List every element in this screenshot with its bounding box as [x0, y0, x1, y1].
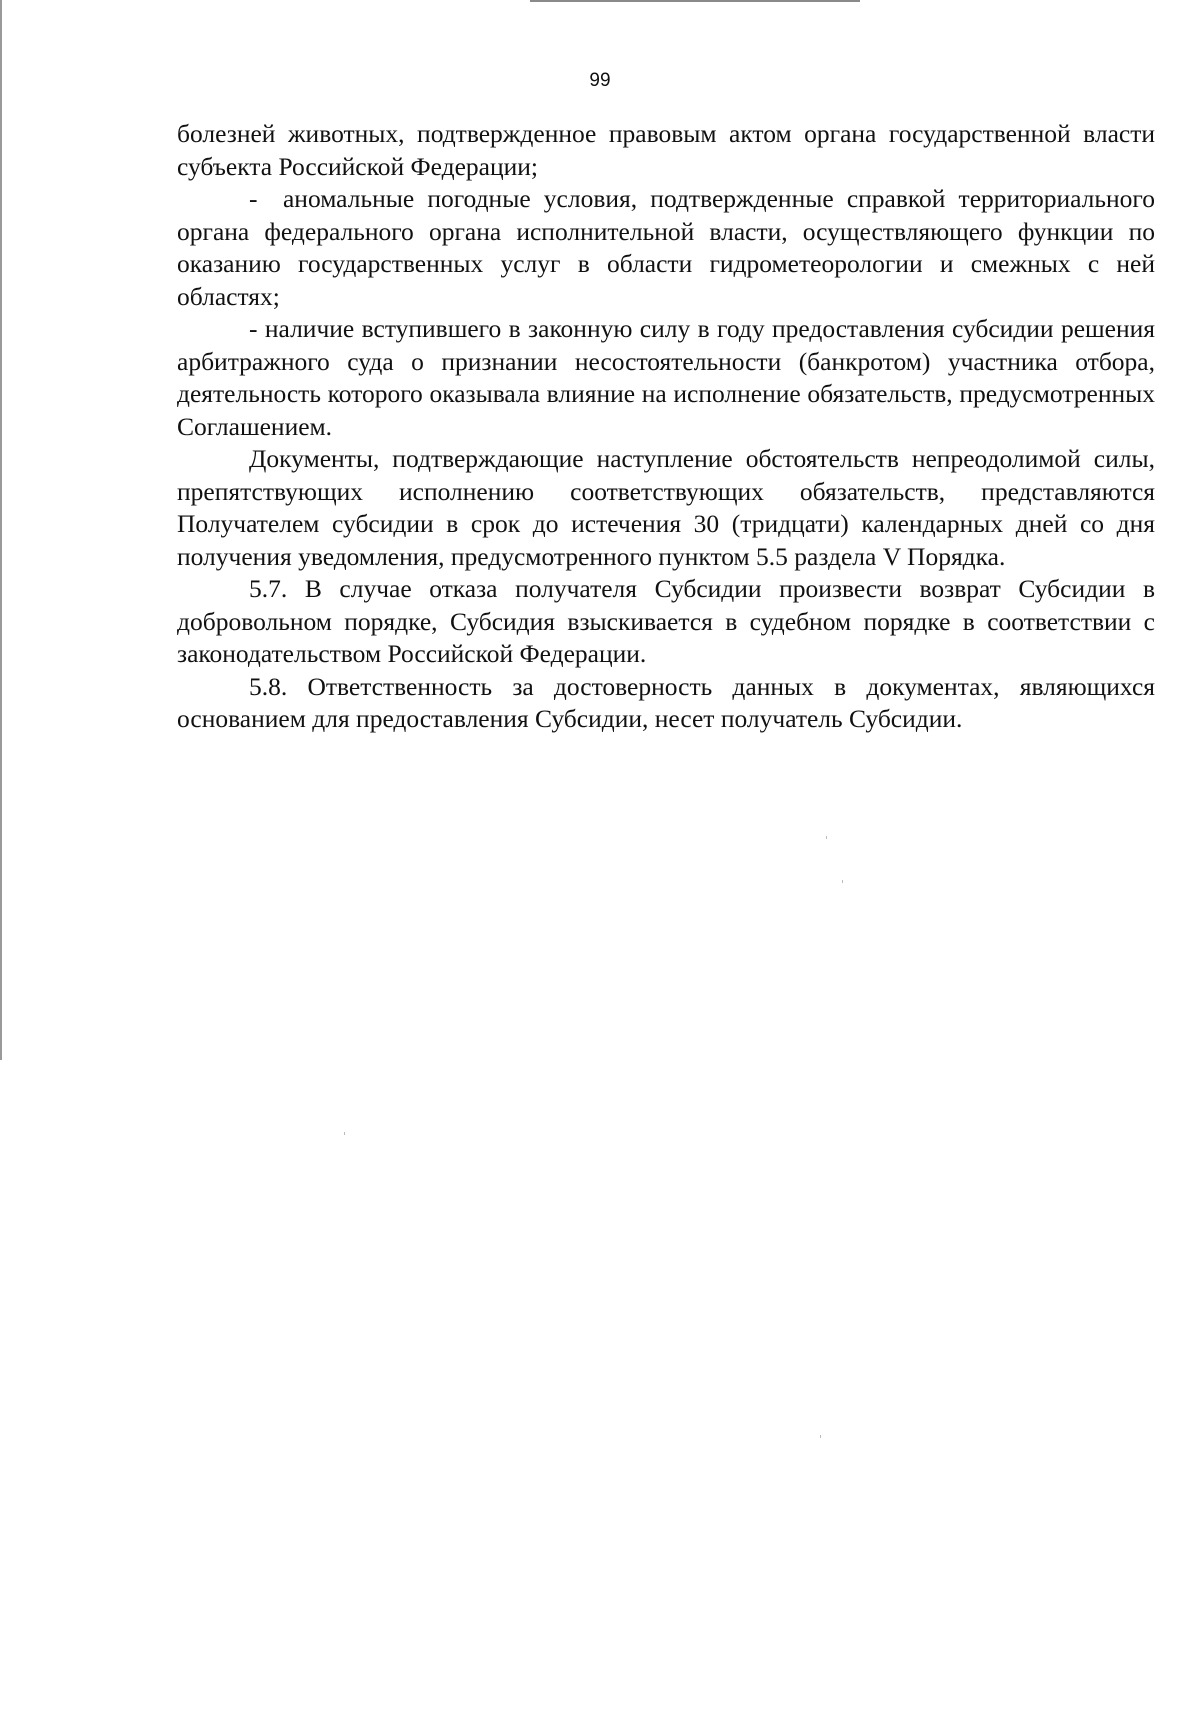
paragraph-weather-conditions: - аномальные погодные условия, подтвержденные справкой территориального органа федерального органа исполнительной власти, осуществляющего функции по оказанию государственных услуг в области гидрометеорологии и смежных с ней областях; [177, 184, 1155, 311]
scan-speck [344, 1132, 345, 1135]
scan-speck [820, 1435, 821, 1438]
paragraph-bankruptcy: - наличие вступившего в законную силу в году предоставления субсидии решения арбитражного суда о признании несостоятельности (банкротом) участника отбора, деятельность которого оказывала влияние на исполнение обязательств, предусмотренных Соглашением. [177, 314, 1155, 441]
paragraph-continuation: болезней животных, подтвержденное правовым актом органа государственной власти субъекта Российской Федерации; [177, 119, 1155, 181]
scan-edge-top [530, 0, 860, 2]
document-body [177, 118, 1155, 736]
scan-speck [842, 880, 843, 883]
paragraph-force-majeure-documents: Документы, подтверждающие наступление обстоятельств непреодолимой силы, препятствующих исполнению соответствующих обязательств, представляются Получателем субсидии в срок до истечения 30 (тридцати) календарных дней со дня получения уведомления, предусмотренного пунктом 5.5 раздела V Порядка. [177, 444, 1155, 571]
page-number: 99 [589, 70, 611, 91]
paragraph-clause-5-8: 5.8. Ответственность за достоверность данных в документах, являющихся основанием для предоставления Субсидии, несет получатель Субсидии. [177, 671, 1155, 733]
scan-edge-left [0, 0, 2, 1060]
paragraph-clause-5-7: 5.7. В случае отказа получателя Субсидии произвести возврат Субсидии в добровольном порядке, Субсидия взыскивается в судебном порядке в соответствии с законодательством Российской Федерации. [177, 574, 1155, 668]
scan-speck [826, 836, 827, 839]
